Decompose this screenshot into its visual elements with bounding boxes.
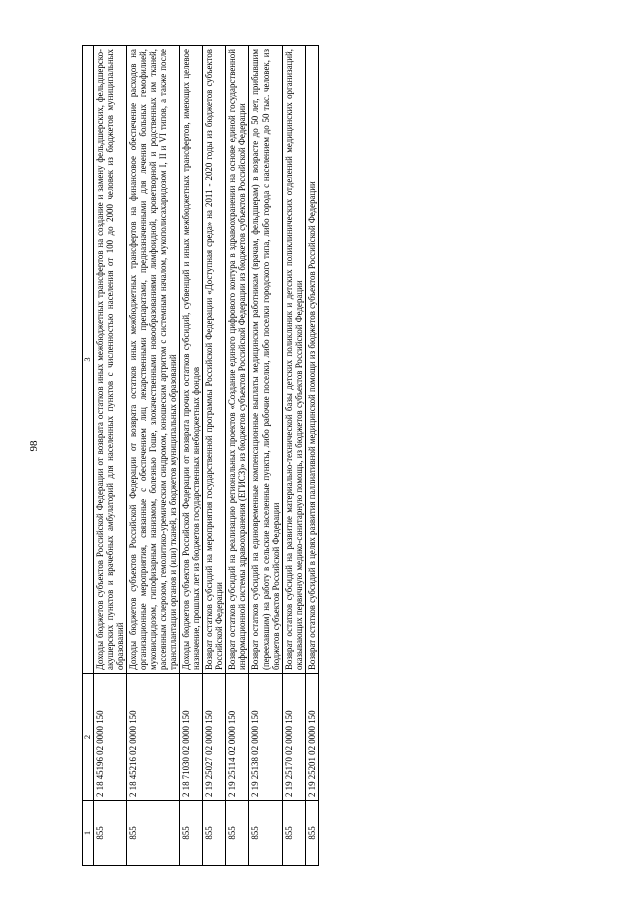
- revenue-code-cell: 2 18 45196 02 0000 150: [93, 674, 126, 801]
- description-cell: Возврат остатков субсидий в целях развития паллиативной медицинской помощи из бюджетов субъектов Российской Федерации: [305, 46, 318, 674]
- rotated-table-container: [82, 46, 560, 866]
- table-row: [282, 46, 305, 866]
- header-col-1: 1: [83, 801, 94, 866]
- table-row: [249, 46, 282, 866]
- revenue-code-cell: 2 18 71030 02 0000 150: [180, 674, 203, 801]
- revenue-code-cell: 2 19 25170 02 0000 150: [282, 674, 305, 801]
- revenue-code-cell: 2 19 25138 02 0000 150: [249, 674, 282, 801]
- revenue-code-cell: 2 19 25027 02 0000 150: [203, 674, 226, 801]
- admin-code-cell: 855: [305, 801, 318, 866]
- description-cell: Возврат остатков субсидий на единовременные компенсационные выплаты медицинским работникам (врачам, фельдшерам) в возрасте до 50 лет, прибывшим (переехавшим) на работу в сельские населенные пункты, либо рабочие поселки, либо поселки городского типа, либо города с населением до 50 тыс. человек, из бюджетов субъектов Российской Федерации: [249, 46, 282, 674]
- description-cell: Доходы бюджетов субъектов Российской Федерации от возврата прочих остатков субсидий, субвенций и иных межбюджетных трансфертов, имеющих целевое назначение, прошлых лет из бюджетов государственных внебюджетных фондов: [180, 46, 203, 674]
- description-cell: Доходы бюджетов субъектов Российской Федерации от возврата остатков иных межбюджетных трансфертов на создание и замену фельдшерских, фельдшерско-акушерских пунктов и врачебных амбулаторий для населенных пунктов с численностью населения от 100 до 2000 человек из бюджетов муниципальных образований: [93, 46, 126, 674]
- header-col-2: 2: [83, 674, 94, 801]
- description-cell: Возврат остатков субсидий на развитие материально-технической базы детских поликлиник и детских поликлинических отделений медицинских организаций, оказывающих первичную медико-санитарную помощь, из бюджетов субъектов Российской Федерации: [282, 46, 305, 674]
- table-row: [226, 46, 249, 866]
- admin-code-cell: 855: [93, 801, 126, 866]
- table-row: [93, 46, 126, 866]
- admin-code-cell: 855: [126, 801, 179, 866]
- table-row: [305, 46, 318, 866]
- revenue-codes-table: [82, 45, 319, 866]
- revenue-code-cell: 2 19 25114 02 0000 150: [226, 674, 249, 801]
- revenue-code-cell: 2 18 45216 02 0000 150: [126, 674, 179, 801]
- table-header-row: [83, 46, 94, 866]
- revenue-code-cell: 2 19 25201 02 0000 150: [305, 674, 318, 801]
- admin-code-cell: 855: [203, 801, 226, 866]
- admin-code-cell: 855: [282, 801, 305, 866]
- description-cell: Доходы бюджетов субъектов Российской Федерации от возврата остатков иных межбюджетных трансфертов на финансовое обеспечение расходов на организационные мероприятия, связанные с обеспечением лиц лекарственными препаратами, предназначенными для лечения больных гемофилией, муковисцидозом, гипофизарным нанизмом, болезнью Гоше, злокачественными новообразованиями лимфоидной, кроветворной и родственных им тканей, рассеянным склерозом, гемолитико-уремическим синдромом, юношеским артритом с системным началом, мукополисахаридозом I, II и VI типов, а также после трансплантации органов и (или) тканей, из бюджетов муниципальных образований: [126, 46, 179, 674]
- admin-code-cell: 855: [180, 801, 203, 866]
- table-row: [203, 46, 226, 866]
- header-col-3: 3: [83, 46, 94, 674]
- page-number: 98: [28, 440, 40, 452]
- description-cell: Возврат остатков субсидий на реализацию региональных проектов «Создание единого цифрового контура в здравоохранении на основе единой государственной информационной системы здравоохранения (ЕГИСЗ)» из бюджетов субъектов Российской Федерации из бюджетов субъектов Российской Федерации: [226, 46, 249, 674]
- admin-code-cell: 855: [226, 801, 249, 866]
- admin-code-cell: 855: [249, 801, 282, 866]
- table-row: [126, 46, 179, 866]
- table-row: [180, 46, 203, 866]
- description-cell: Возврат остатков субсидий на мероприятия государственной программы Российской Федерации «Доступная среда» на 2011 - 2020 годы из бюджетов субъектов Российской Федерации: [203, 46, 226, 674]
